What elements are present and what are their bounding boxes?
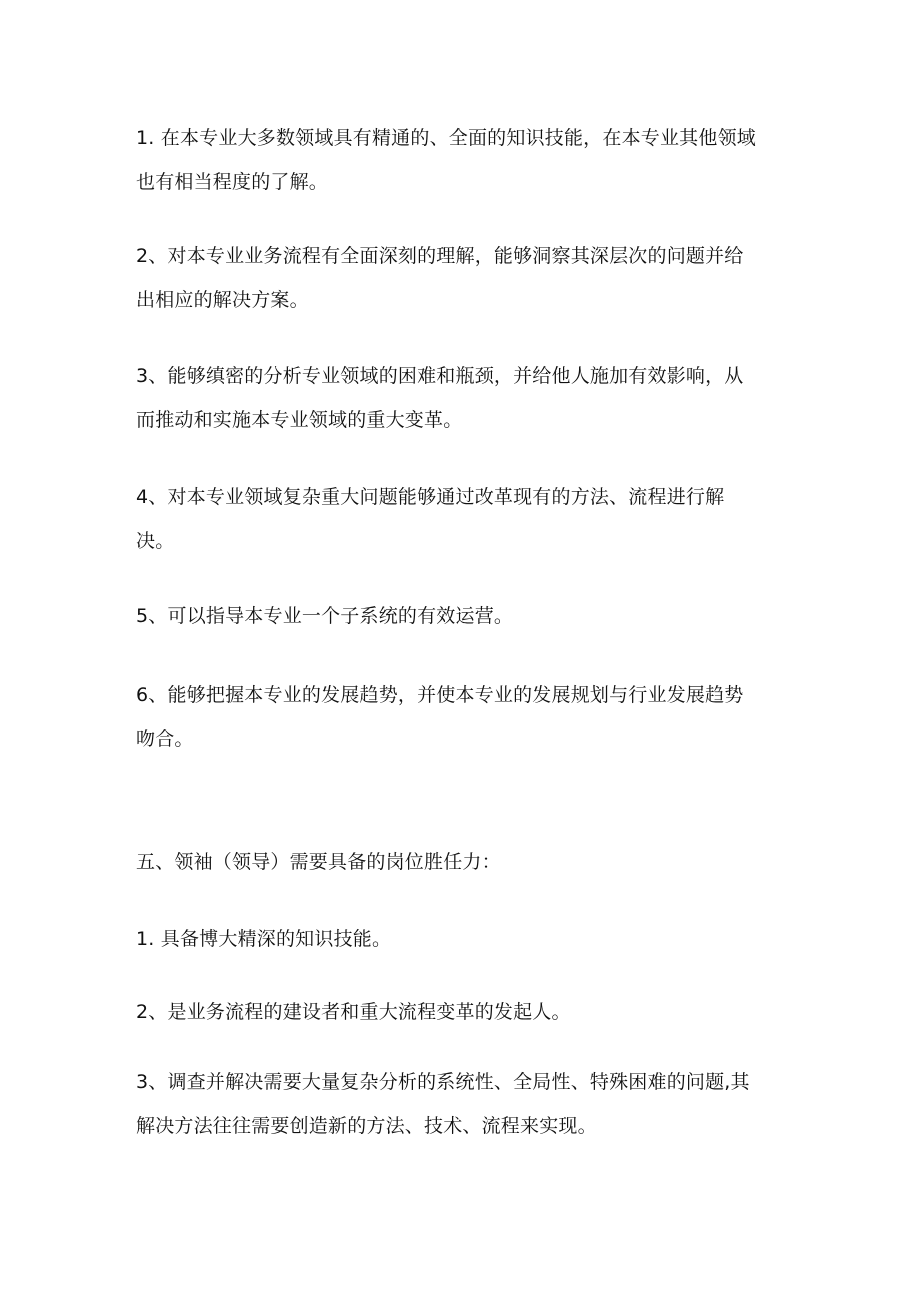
list1-item-4: [136, 487, 796, 553]
list1-item-2-line-1: 2、对本专业业务流程有全面深刻的理解，能够洞察其深层次的问题并给: [136, 245, 744, 267]
list2-item-3: [136, 1072, 796, 1138]
list1-item-2-line-2: 出相应的解决方案。: [136, 288, 309, 311]
section-heading-text: 五、领袖（领导）需要具备的岗位胜任力：: [136, 851, 501, 873]
list1-item-4-line-1: 4、对本专业领域复杂重大问题能够通过改革现有的方法、流程进行解: [136, 486, 725, 508]
list2-item-1-line-1: 1. 具备博大精深的知识技能。: [136, 928, 392, 950]
list1-item-1-line-1: 1. 在本专业大多数领域具有精通的、全面的知识技能，在本专业其他领域: [136, 127, 756, 149]
list1-item-5-line-1: 5、可以指导本专业一个子系统的有效运营。: [136, 605, 514, 627]
list1-item-6: [136, 685, 796, 751]
list2-item-1: [136, 929, 796, 951]
list1-item-4-line-2: 决。: [136, 529, 175, 552]
list1-item-6-line-1: 6、能够把握本专业的发展趋势，并使本专业的发展规划与行业发展趋势: [136, 684, 744, 706]
list2-item-2-line-1: 2、是业务流程的建设者和重大流程变革的发起人。: [136, 1001, 571, 1023]
list2-item-3-line-1: 3、调查并解决需要大量复杂分析的系统性、全局性、特殊困难的问题,其: [136, 1071, 750, 1093]
list1-item-1: [136, 128, 796, 194]
list1-item-3: [136, 366, 796, 432]
section-heading: [136, 852, 796, 874]
list1-item-6-line-2: 吻合。: [136, 727, 194, 750]
list1-item-3-line-2: 而推动和实施本专业领域的重大变革。: [136, 408, 463, 431]
list2-item-3-line-2: 解决方法往往需要创造新的方法、技术、流程来实现。: [136, 1114, 597, 1137]
list1-item-2: [136, 246, 796, 312]
list2-item-2: [136, 1002, 796, 1024]
list1-item-5: [136, 606, 796, 628]
list1-item-3-line-1: 3、能够缜密的分析专业领域的困难和瓶颈，并给他人施加有效影响，从: [136, 365, 744, 387]
list1-item-1-line-2: 也有相当程度的了解。: [136, 170, 329, 193]
